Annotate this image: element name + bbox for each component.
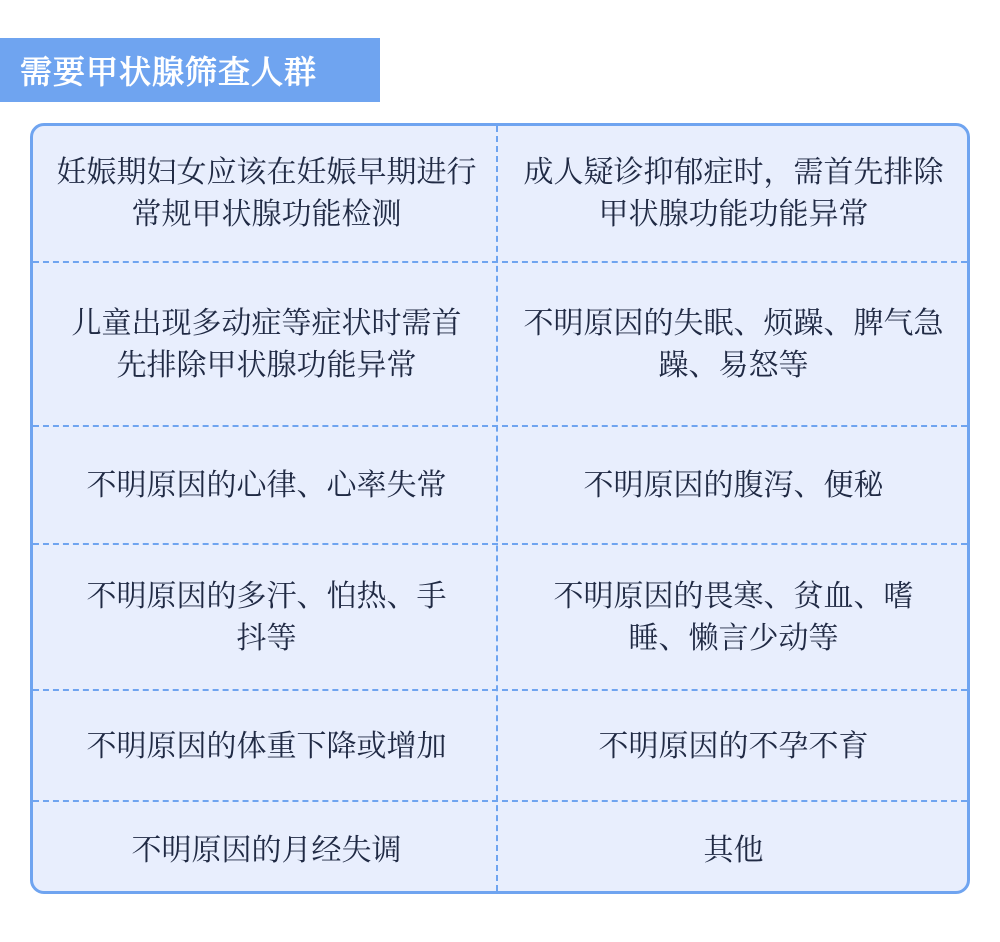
- cell-text: 不明原因的多汗、怕热、手抖等: [86, 579, 447, 656]
- table-cell-left: [33, 802, 500, 894]
- cell-text: 儿童出现多动症等症状时需首先排除甲状腺功能异常: [71, 306, 462, 383]
- table-cell-left: [33, 126, 500, 261]
- section-header: [0, 38, 380, 102]
- section-title: 需要甲状腺筛查人群: [20, 53, 318, 91]
- table-cell-left: [33, 545, 500, 691]
- table-row: [33, 543, 967, 691]
- cell-text: 不明原因的月经失调: [131, 832, 402, 868]
- table-cell-right: [500, 126, 967, 261]
- table-cell-left: [33, 263, 500, 427]
- table-cell-right: [500, 427, 967, 545]
- table-row: [33, 261, 967, 427]
- cell-text: 不明原因的不孕不育: [598, 728, 869, 764]
- table-cell-right: [500, 263, 967, 427]
- screening-table: [30, 123, 970, 894]
- cell-text: 成人疑诊抑郁症时，需首先排除甲状腺功能功能异常: [523, 154, 944, 232]
- cell-text: 不明原因的畏寒、贫血、嗜睡、懒言少动等: [553, 579, 914, 656]
- cell-text: 不明原因的腹泻、便秘: [583, 468, 884, 503]
- cell-text: 不明原因的失眠、烦躁、脾气急躁、易怒等: [523, 306, 944, 383]
- table-cell-right: [500, 802, 967, 894]
- cell-text: 其他: [703, 832, 764, 868]
- table-row: [33, 800, 967, 894]
- table-cell-left: [33, 691, 500, 802]
- cell-text: 妊娠期妇女应该在妊娠早期进行常规甲状腺功能检测: [56, 154, 477, 232]
- cell-text: 不明原因的心律、心率失常: [86, 468, 447, 503]
- table-row: [33, 126, 967, 261]
- table-cell-right: [500, 545, 967, 691]
- table-cell-left: [33, 427, 500, 545]
- table-cell-right: [500, 691, 967, 802]
- table-row: [33, 425, 967, 545]
- table-row: [33, 689, 967, 802]
- cell-text: 不明原因的体重下降或增加: [86, 728, 447, 764]
